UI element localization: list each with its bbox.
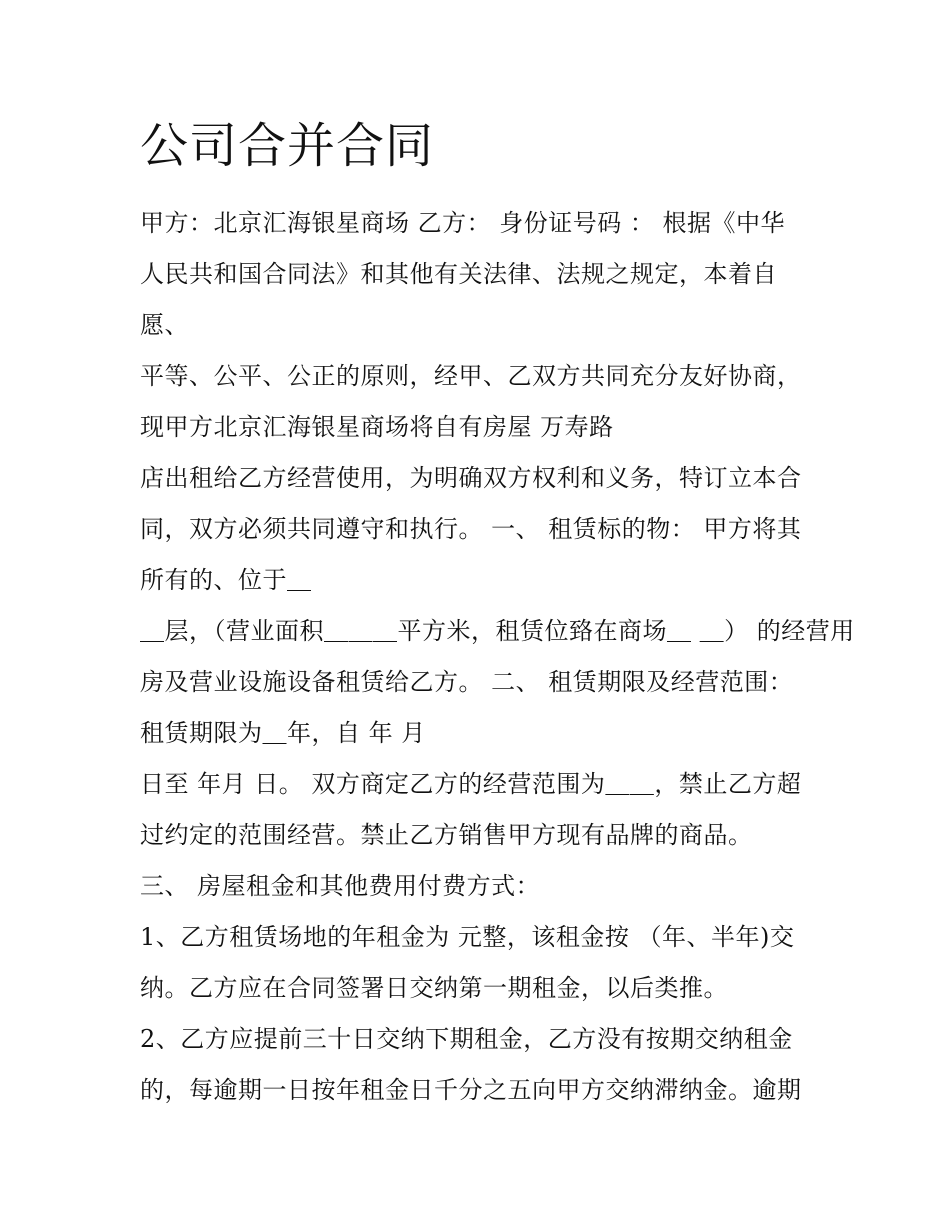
text-line: 人民共和国合同法》和其他有关法律、法规之规定，本着自 [140,260,777,288]
text-line: 愿、 [140,311,189,339]
text-line: 日至 年月 日。 双方商定乙方的经营范围为＿＿，禁止乙方超 [140,770,802,798]
text-line: 甲方：北京汇海银星商场 乙方： 身份证号码 ： 根据《中华 [140,209,786,237]
text-line: 店出租给乙方经营使用，为明确双方权利和义务，特订立本合 [140,464,802,492]
text-line: 纳。乙方应在合同签署日交纳第一期租金，以后类推。 [140,974,728,1002]
text-line: 租赁期限为＿年，自 年 月 [140,719,426,747]
text-line: 的，每逾期一日按年租金日千分之五向甲方交纳滞纳金。逾期 [140,1076,802,1104]
text-line: 同，双方必须共同遵守和执行。 一、 租赁标的物： 甲方将其 [140,515,802,543]
text-line: 三、 房屋租金和其他费用付费方式： [140,872,541,900]
text-line: 过约定的范围经营。禁止乙方销售甲方现有品牌的商品。 [140,821,753,849]
text-line: 1、乙方租赁场地的年租金为 元整，该租金按 （年、半年)交 [140,923,795,951]
text-line: 现甲方北京汇海银星商场将自有房屋 万寿路 [140,413,614,441]
document-title: 公司合并合同 [140,118,435,174]
text-line: 所有的、位于＿ [140,566,312,594]
text-line: 2、乙方应提前三十日交纳下期租金，乙方没有按期交纳租金 [140,1025,793,1053]
text-line: 平等、公平、公正的原则，经甲、乙双方共同充分友好协商， [140,362,802,390]
text-line: ＿层，（营业面积＿＿＿平方米，租赁位臵在商场＿ ＿） 的经营用 [140,617,855,645]
text-line: 房及营业设施设备租赁给乙方。 二、 租赁期限及经营范围： [140,668,794,696]
document-body [140,198,855,1116]
